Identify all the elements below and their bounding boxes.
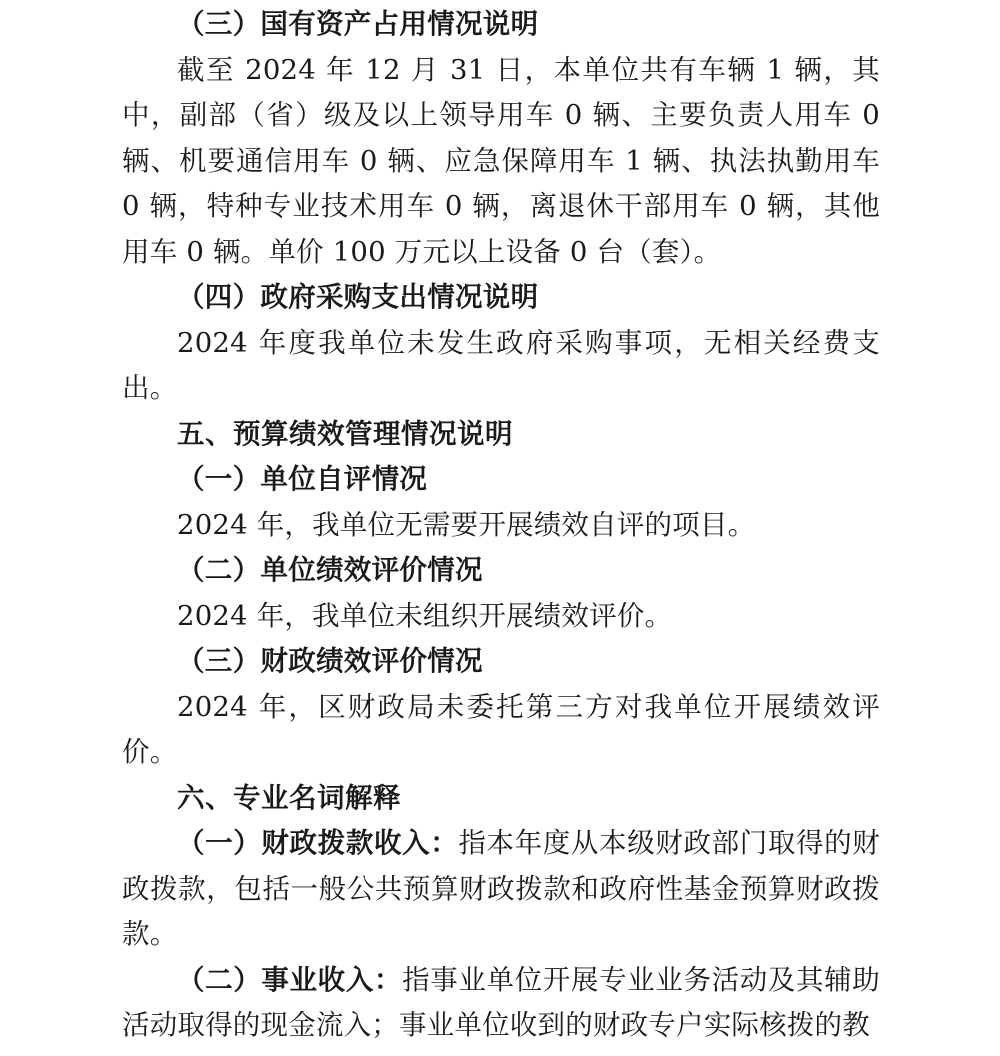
section-heading-5-3: （三）财政绩效评价情况: [177, 645, 483, 677]
section-heading-5-1: （一）单位自评情况: [177, 463, 428, 495]
section-heading-5-2: （二）单位绩效评价情况: [177, 554, 483, 586]
section-heading-3: （三）国有资产占用情况说明: [177, 8, 539, 40]
term-definition-2: [122, 958, 880, 1049]
section-heading-5: 五、预算绩效管理情况说明: [177, 417, 513, 450]
term-body-1: 指本年度从本级财政部门取得的财政拨款，包括一般公共预算财政拨款和政府性基金预算财政拨款。: [122, 827, 880, 950]
section-heading-4: （四）政府采购支出情况说明: [177, 281, 539, 313]
paragraph-state-assets: 截至 2024 年 12 月 31 日，本单位共有车辆 1 辆，其中，副部（省）级及以上领导用车 0 辆、主要负责人用车 0 辆、机要通信用车 0 辆、应急保障用车 1 辆、执法执勤用车 0 辆，特种专业技术用车 0 辆，离退休干部用车 0 辆，其他用车 0 辆。单价 100 万元以上设备 0 台（套）。: [122, 53, 880, 268]
term-body-2: 指事业单位开展专业业务活动及其辅助活动取得的现金流入；事业单位收到的财政专户实际核拨的教: [122, 963, 880, 1041]
term-label-1: （一）财政拨款收入：: [177, 827, 459, 859]
document-body: [122, 0, 880, 1049]
term-definition-1: [122, 821, 880, 958]
term-label-2: （二）事业收入：: [177, 963, 403, 996]
paragraph-procurement: 2024 年度我单位未发生政府采购事项，无相关经费支出。: [122, 326, 880, 404]
section-heading-6: 六、专业名词解释: [177, 781, 401, 814]
paragraph-unit-evaluation: 2024 年，我单位未组织开展绩效评价。: [177, 599, 673, 632]
paragraph-fiscal-evaluation: 2024 年，区财政局未委托第三方对我单位开展绩效评价。: [122, 690, 880, 768]
paragraph-self-evaluation: 2024 年，我单位无需要开展绩效自评的项目。: [177, 508, 756, 541]
